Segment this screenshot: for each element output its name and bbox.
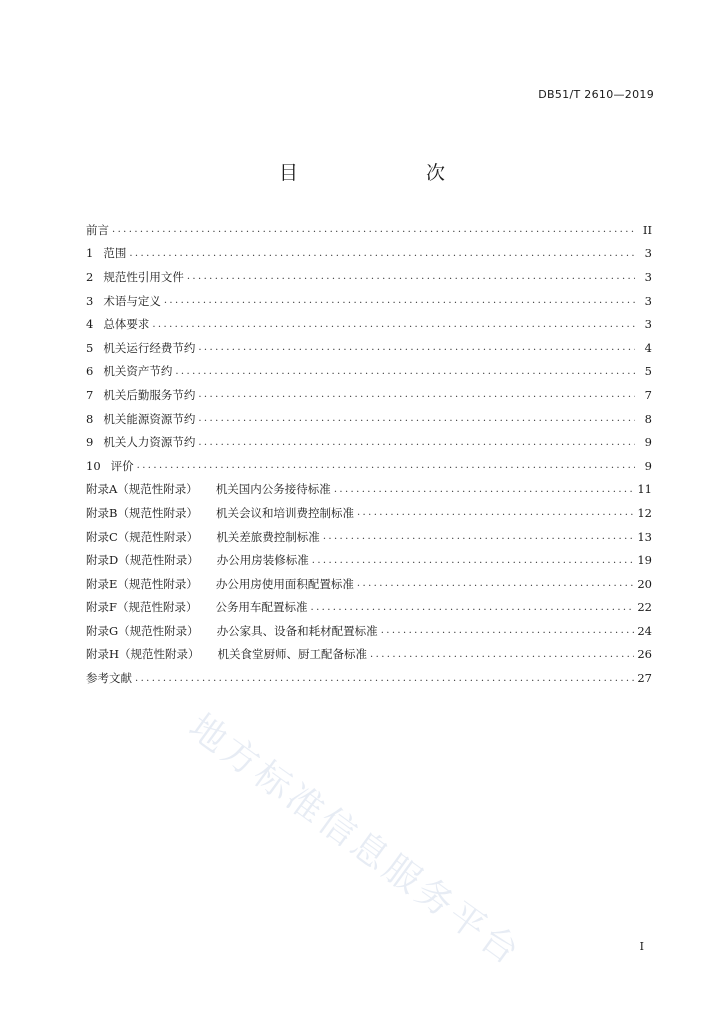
toc-entry-label [86, 552, 309, 568]
toc-entry-page: 24 [637, 623, 652, 638]
toc-entry-title: 范围 [103, 246, 127, 261]
toc-entry-title: 机关资产节约 [103, 364, 173, 379]
toc-entry-page: 19 [637, 553, 652, 568]
toc-entry-title: 机关差旅费控制标准 [216, 529, 320, 544]
toc-entry[interactable] [86, 360, 652, 384]
toc-entry-number: 2 [86, 269, 94, 284]
toc-leader-dots [129, 248, 635, 259]
toc-entry-title: 总体要求 [103, 317, 150, 332]
toc-entry-page: II [642, 222, 652, 237]
toc-entry[interactable] [86, 312, 652, 336]
toc-leader-dots [152, 319, 635, 330]
toc-leader-dots [323, 531, 635, 542]
toc-entry-label [86, 599, 307, 615]
toc-entry-label [86, 222, 109, 238]
toc-entry-page: 8 [644, 411, 652, 426]
toc-entry-number: 8 [86, 411, 94, 426]
table-of-contents [86, 218, 652, 690]
toc-entry-page: 4 [644, 340, 652, 355]
toc-entry-label [86, 411, 195, 427]
toc-entry[interactable] [86, 265, 652, 289]
toc-entry-page: 3 [644, 269, 652, 284]
toc-entry-title: 参考文献 [86, 671, 132, 686]
toc-leader-dots [187, 271, 635, 282]
toc-leader-dots [164, 295, 635, 306]
toc-entry-number: 附录D（规范性附录） [86, 553, 199, 568]
toc-entry-page: 22 [637, 600, 652, 615]
toc-entry-title: 机关能源资源节约 [103, 411, 196, 426]
toc-entry-title: 办公家具、设备和耗材配置标准 [216, 623, 378, 638]
toc-entry-page: 9 [644, 435, 652, 450]
toc-entry-label [86, 316, 149, 332]
toc-entry-page: 13 [637, 529, 652, 544]
toc-leader-dots [310, 602, 634, 613]
toc-entry-page: 12 [637, 505, 652, 520]
toc-entry[interactable] [86, 619, 652, 643]
toc-entry[interactable] [86, 572, 652, 596]
toc-entry-label [86, 363, 172, 379]
toc-entry-label [86, 505, 354, 521]
toc-entry[interactable] [86, 454, 652, 478]
toc-entry-number: 4 [86, 317, 94, 332]
document-id: DB51/T 2610—2019 [538, 88, 654, 101]
toc-entry[interactable] [86, 430, 652, 454]
toc-entry-number: 附录A（规范性附录） [86, 482, 198, 497]
toc-entry-label [86, 340, 195, 356]
toc-entry-label [86, 387, 195, 403]
toc-entry-number: 3 [86, 293, 94, 308]
toc-entry-title: 机关国内公务接待标准 [215, 482, 331, 497]
toc-entry-label [86, 293, 161, 309]
toc-entry[interactable] [86, 525, 652, 549]
toc-entry-page: 7 [644, 387, 652, 402]
toc-entry-label [86, 481, 331, 497]
toc-entry-number: 1 [86, 246, 94, 261]
toc-entry-title: 机关运行经费节约 [103, 340, 196, 355]
toc-leader-dots [135, 673, 634, 684]
toc-entry-label [86, 529, 320, 545]
toc-leader-dots [175, 366, 635, 377]
toc-leader-dots [381, 625, 635, 636]
toc-entry-number: 7 [86, 387, 94, 402]
toc-entry[interactable] [86, 478, 652, 502]
toc-entry-page: 3 [644, 293, 652, 308]
toc-entry-number: 9 [86, 435, 94, 450]
toc-entry-label [86, 623, 378, 639]
toc-entry-number: 附录E（规范性附录） [86, 576, 198, 591]
toc-entry-title: 术语与定义 [103, 293, 161, 308]
toc-entry-page: 5 [644, 364, 652, 379]
toc-entry-label [86, 245, 126, 261]
toc-entry-page: 11 [637, 482, 652, 497]
toc-entry[interactable] [86, 242, 652, 266]
toc-leader-dots [198, 413, 635, 424]
toc-entry-title: 办公用房使用面积配置标准 [215, 576, 354, 591]
toc-leader-dots [312, 555, 635, 566]
toc-entry-label [86, 670, 132, 686]
toc-leader-dots [112, 224, 635, 235]
toc-entry-number: 6 [86, 364, 94, 379]
toc-entry-label [86, 576, 354, 592]
toc-entry[interactable] [86, 218, 652, 242]
toc-entry-title: 评价 [110, 458, 134, 473]
toc-entry-number: 附录B（规范性附录） [86, 505, 198, 520]
toc-entry-title: 机关后勤服务节约 [103, 387, 196, 402]
toc-entry-title: 规范性引用文件 [103, 269, 184, 284]
toc-entry-title: 机关人力资源节约 [103, 435, 196, 450]
toc-entry-label [86, 646, 367, 662]
toc-entry-label [86, 434, 195, 450]
toc-entry[interactable] [86, 666, 652, 690]
toc-entry-page: 26 [637, 647, 652, 662]
toc-entry-title: 公务用车配置标准 [215, 600, 308, 615]
toc-entry-number: 附录C（规范性附录） [86, 529, 199, 544]
page-number: I [639, 940, 644, 953]
toc-entry[interactable] [86, 407, 652, 431]
toc-entry-number: 附录G（规范性附录） [86, 623, 199, 638]
watermark: 地方标准信息服务平台 [181, 706, 529, 975]
toc-leader-dots [370, 649, 634, 660]
toc-title: 目 次 [278, 162, 475, 184]
toc-leader-dots [198, 389, 635, 400]
toc-entry-number: 附录F（规范性附录） [86, 600, 198, 615]
toc-entry[interactable] [86, 501, 652, 525]
toc-entry[interactable] [86, 596, 652, 620]
toc-entry-title: 机关食堂厨师、厨工配备标准 [217, 647, 368, 662]
toc-entry-page: 3 [644, 246, 652, 261]
toc-entry-title: 机关会议和培训费控制标准 [215, 505, 354, 520]
toc-entry-number: 5 [86, 340, 94, 355]
toc-entry-title: 前言 [86, 222, 109, 237]
toc-leader-dots [357, 578, 634, 589]
toc-leader-dots [137, 460, 635, 471]
toc-entry[interactable] [86, 289, 652, 313]
toc-entry-number: 附录H（规范性附录） [86, 647, 200, 662]
toc-leader-dots [198, 342, 635, 353]
toc-entry-title: 办公用房装修标准 [216, 553, 309, 568]
toc-entry-label [86, 458, 134, 474]
toc-entry[interactable] [86, 336, 652, 360]
toc-leader-dots [334, 484, 635, 495]
toc-entry-page: 20 [637, 576, 652, 591]
toc-entry-page: 27 [637, 671, 652, 686]
toc-entry-number: 10 [86, 458, 101, 473]
toc-entry-label [86, 269, 184, 285]
toc-entry-page: 9 [644, 458, 652, 473]
toc-entry[interactable] [86, 643, 652, 667]
toc-entry-page: 3 [644, 317, 652, 332]
toc-leader-dots [198, 437, 635, 448]
toc-leader-dots [357, 507, 634, 518]
toc-entry[interactable] [86, 548, 652, 572]
toc-entry[interactable] [86, 383, 652, 407]
